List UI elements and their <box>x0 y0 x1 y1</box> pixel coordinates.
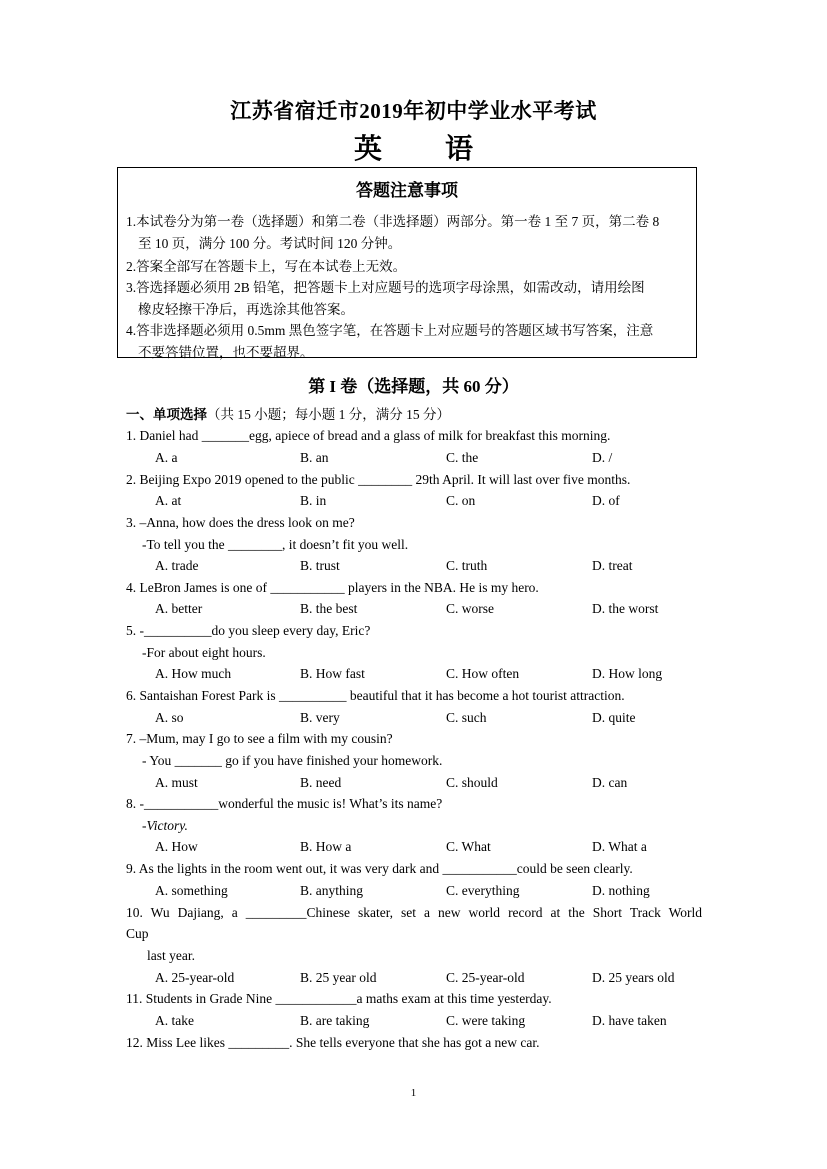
option-a: A. How <box>155 839 198 854</box>
option-c: C. worse <box>446 601 494 616</box>
question-stem: 9. As the lights in the room went out, it was very dark and ___________could be seen clearly. <box>126 861 633 876</box>
notice-line: 3.答选择题必须用 2B 铅笔，把答题卡上对应题号的选项字母涂黑，如需改动，请用绘图 <box>126 280 645 295</box>
option-b: B. trust <box>300 558 340 573</box>
option-d: D. nothing <box>592 883 650 898</box>
notice-line: 1.本试卷分为第一卷（选择题）和第二卷（非选择题）两部分。第一卷 1 至 7 页，第二卷 8 <box>126 214 660 229</box>
option-a: A. at <box>155 493 182 508</box>
option-c: C. truth <box>446 558 488 573</box>
options-row <box>155 710 715 726</box>
option-b: B. anything <box>300 883 363 898</box>
option-a: A. something <box>155 883 228 898</box>
notice-line: 不要答错位置，也不要超界。 <box>138 345 314 360</box>
options-row <box>155 666 715 682</box>
options-row <box>155 493 715 509</box>
options-row <box>155 775 715 791</box>
option-a: A. must <box>155 775 198 790</box>
notice-box <box>117 167 697 358</box>
option-c: C. should <box>446 775 498 790</box>
question-stem: 5. -__________do you sleep every day, Eric? <box>126 623 371 638</box>
question-stem: -To tell you the ________, it doesn’t fit you well. <box>142 537 409 552</box>
question-stem: 7. –Mum, may I go to see a film with my cousin? <box>126 731 393 746</box>
option-d: D. / <box>592 450 613 465</box>
option-a: A. so <box>155 710 184 725</box>
question-stem: 1. Daniel had _______egg, apiece of bread and a glass of milk for breakfast this morning. <box>126 428 611 443</box>
option-c: C. were taking <box>446 1013 526 1028</box>
notice-line: 4.答非选择题必须用 0.5mm 黑色签字笔，在答题卡上对应题号的答题区域书写答案，注意 <box>126 323 654 338</box>
option-a: A. How much <box>155 666 232 681</box>
section-title: 第 I 卷（选择题，共 60 分） <box>308 377 519 396</box>
question-stem: 10. Wu Dajiang, a _________Chinese skater, set a new world record at the Short Track World <box>126 905 702 920</box>
question-stem: Cup <box>126 926 149 941</box>
option-c: C. 25-year-old <box>446 970 525 985</box>
option-b: B. 25 year old <box>300 970 377 985</box>
subject-title <box>0 127 827 167</box>
option-b: B. are taking <box>300 1013 370 1028</box>
page-number: 1 <box>410 1087 417 1099</box>
option-d: D. How long <box>592 666 663 681</box>
question-stem: 3. –Anna, how does the dress look on me? <box>126 515 355 530</box>
option-a: A. take <box>155 1013 194 1028</box>
question-stem: - You _______ go if you have finished your homework. <box>142 753 443 768</box>
question-stem: 2. Beijing Expo 2019 opened to the public ________ 29th April. It will last over five months. <box>126 472 631 487</box>
part-note: （共 15 小题；每小题 1 分，满分 15 分） <box>207 407 450 422</box>
option-d: D. quite <box>592 710 636 725</box>
option-b: B. in <box>300 493 327 508</box>
question-stem: last year. <box>147 948 195 963</box>
option-a: A. 25-year-old <box>155 970 235 985</box>
option-d: D. What a <box>592 839 647 854</box>
option-c: C. What <box>446 839 491 854</box>
option-a: A. a <box>155 450 178 465</box>
option-d: D. can <box>592 775 628 790</box>
question-stem: 8. -___________wonderful the music is! What’s its name? <box>126 796 443 811</box>
options-row <box>155 970 715 986</box>
subject-char-2: 语 <box>445 134 474 165</box>
options-row <box>155 1013 715 1029</box>
question-stem: 12. Miss Lee likes _________. She tells everyone that she has got a new car. <box>126 1035 540 1050</box>
option-c: C. everything <box>446 883 520 898</box>
option-c: C. such <box>446 710 487 725</box>
option-d: D. of <box>592 493 620 508</box>
options-row <box>155 558 715 574</box>
option-c: C. How often <box>446 666 520 681</box>
option-a: A. better <box>155 601 203 616</box>
options-row <box>155 883 715 899</box>
options-row <box>155 839 715 855</box>
notice-line: 橡皮轻擦干净后，再选涂其他答案。 <box>138 302 354 317</box>
options-row <box>155 450 715 466</box>
notice-line: 2.答案全部写在答题卡上，写在本试卷上无效。 <box>126 259 407 274</box>
question-stem: -Victory. <box>142 818 188 833</box>
option-c: C. the <box>446 450 479 465</box>
option-b: B. How fast <box>300 666 365 681</box>
question-stem: 4. LeBron James is one of ___________ players in the NBA. He is my hero. <box>126 580 539 595</box>
notice-title: 答题注意事项 <box>356 181 458 200</box>
question-stem: 11. Students in Grade Nine ____________a maths exam at this time yesterday. <box>126 991 552 1006</box>
option-b: B. an <box>300 450 329 465</box>
question-stem: 6. Santaishan Forest Park is __________ beautiful that it has become a hot tourist attraction. <box>126 688 625 703</box>
option-c: C. on <box>446 493 476 508</box>
option-b: B. need <box>300 775 342 790</box>
exam-title: 江苏省宿迁市2019年初中学业水平考试 <box>230 99 597 123</box>
options-row <box>155 601 715 617</box>
part-title: 一、单项选择 <box>126 407 207 422</box>
option-b: B. very <box>300 710 340 725</box>
option-d: D. have taken <box>592 1013 667 1028</box>
option-a: A. trade <box>155 558 199 573</box>
notice-line: 至 10 页，满分 100 分。考试时间 120 分钟。 <box>138 236 402 251</box>
subject-char-1: 英 <box>353 134 382 165</box>
option-b: B. How a <box>300 839 352 854</box>
question-stem: -For about eight hours. <box>142 645 266 660</box>
part-heading <box>126 407 450 423</box>
option-d: D. the worst <box>592 601 659 616</box>
option-d: D. 25 years old <box>592 970 675 985</box>
option-b: B. the best <box>300 601 358 616</box>
option-d: D. treat <box>592 558 633 573</box>
